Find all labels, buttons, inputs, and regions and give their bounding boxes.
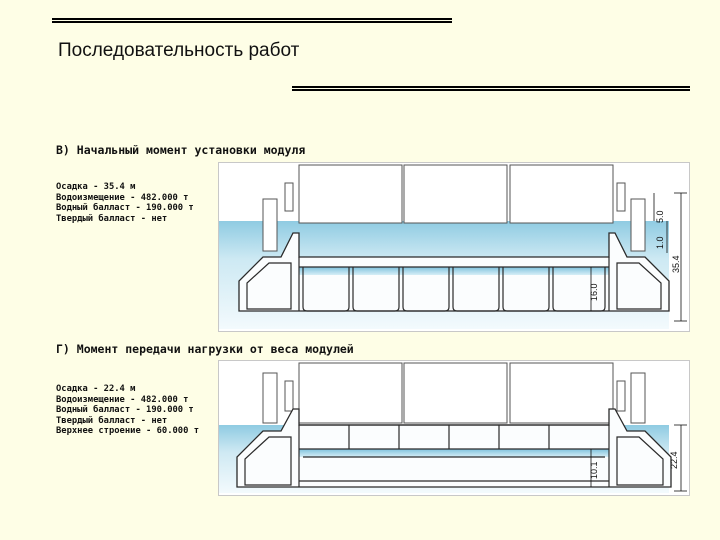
stage-g-drawing [219,361,689,495]
param-line: Водный балласт - 190.000 т [56,405,194,416]
mid-rule [292,86,690,91]
stage-b-drawing [219,163,689,331]
slide-title: Последовательность работ [58,40,300,61]
param-line: Твердый балласт - нет [56,415,168,426]
param-line: Верхнее строение - 60.000 т [56,426,199,437]
param-line: Осадка - 22.4 м [56,384,136,394]
stage-g-title: Г) Момент передачи нагрузки от веса модулей [56,342,354,356]
ballast-water [299,267,609,275]
param-line: Твердый балласт - нет [56,213,168,224]
top-modules [299,165,613,223]
param-line: Водоизмещение - 482.000 т [56,394,189,405]
top-rule [52,18,452,23]
param-line: Водоизмещение - 482.000 т [56,192,189,203]
dim-total-label: 22.4 [669,451,679,469]
top-modules [299,363,613,423]
dim-total-label: 35.4 [671,255,681,273]
stage-b-params [56,182,194,224]
param-line: Осадка - 35.4 м [56,182,136,192]
stage-b-title: В) Начальный момент установки модуля [56,143,306,157]
dim-mid-label: 1.0 [655,236,665,249]
dim-inner-label: 16.0 [589,283,599,301]
param-line: Водный балласт - 190.000 т [56,203,194,214]
dim-top-label: 5.0 [655,210,665,223]
stage-b-diagram [218,162,690,332]
stage-g-diagram [218,360,690,496]
dim-inner-label: 10.1 [589,461,599,479]
stage-g-params [56,384,199,437]
ballast-water [299,449,609,457]
